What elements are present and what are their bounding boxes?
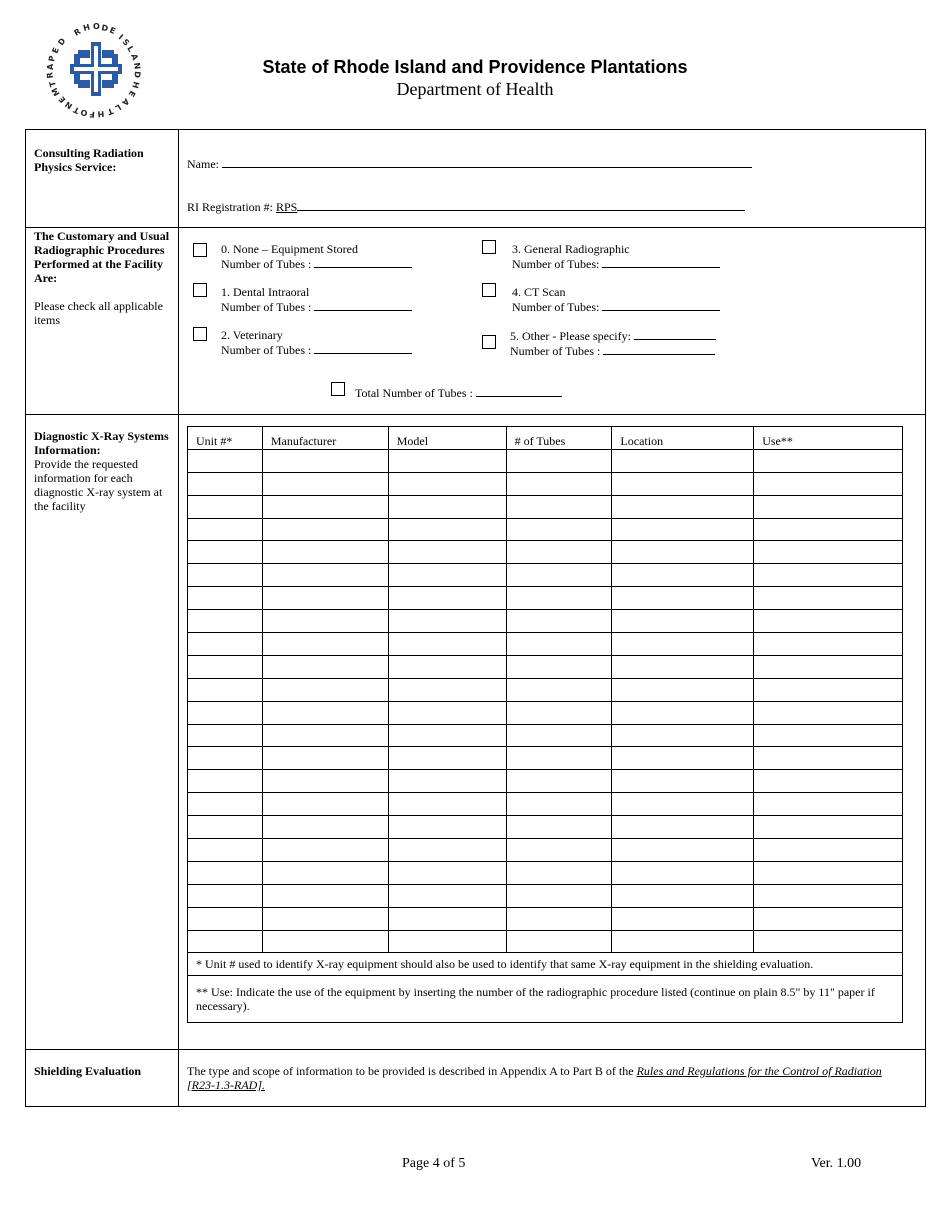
svg-text:D: D — [56, 36, 68, 48]
svg-text:D: D — [132, 70, 142, 79]
shielding-text: The type and scope of information to be provided is described in Appendix A to Part B of the Rules and Regulations for the Control of Radiation [R23-1.3-RAD]. — [187, 1064, 882, 1092]
table-cell[interactable] — [506, 655, 612, 678]
svg-text:H: H — [97, 109, 105, 119]
table-row — [188, 449, 903, 472]
document-subtitle: Department of Health — [396, 79, 554, 99]
table-row — [188, 724, 903, 747]
table-row — [188, 678, 903, 701]
table-cell[interactable] — [754, 564, 903, 587]
table-row — [188, 930, 903, 953]
table-cell[interactable] — [754, 587, 903, 610]
table-cell[interactable] — [262, 861, 388, 884]
svg-text:F: F — [88, 109, 96, 119]
svg-text:L: L — [125, 44, 136, 54]
procedure-item-3: 3. General Radiographic Number of Tubes: — [512, 242, 720, 271]
col-location: Location — [612, 427, 754, 450]
table-cell[interactable] — [188, 724, 263, 747]
table-cell[interactable] — [754, 449, 903, 472]
table-row — [188, 518, 903, 541]
table-cell[interactable] — [188, 678, 263, 701]
checkbox-none-equipment-stored[interactable] — [193, 243, 207, 257]
table-cell[interactable] — [262, 701, 388, 724]
table-cell[interactable] — [262, 839, 388, 862]
checkbox-veterinary[interactable] — [193, 327, 207, 341]
table-row — [188, 564, 903, 587]
table-cell[interactable] — [506, 839, 612, 862]
table-cell[interactable] — [506, 678, 612, 701]
table-cell[interactable] — [262, 472, 388, 495]
table-cell[interactable] — [388, 701, 506, 724]
table-cell[interactable] — [754, 747, 903, 770]
table-cell[interactable] — [612, 495, 754, 518]
table-cell[interactable] — [188, 930, 263, 953]
table-cell[interactable] — [754, 678, 903, 701]
table-cell[interactable] — [506, 587, 612, 610]
table-cell[interactable] — [754, 724, 903, 747]
table-cell[interactable] — [262, 495, 388, 518]
table-cell[interactable] — [262, 724, 388, 747]
svg-text:N: N — [63, 99, 75, 111]
table-cell[interactable] — [754, 793, 903, 816]
registration-field[interactable]: RI Registration #: RPS — [187, 199, 745, 214]
table-cell[interactable] — [754, 655, 903, 678]
table-cell[interactable] — [188, 518, 263, 541]
svg-text:E: E — [108, 25, 117, 36]
table-cell[interactable] — [388, 655, 506, 678]
table-row — [188, 655, 903, 678]
table-cell[interactable] — [506, 518, 612, 541]
table-cell[interactable] — [188, 655, 263, 678]
table-cell[interactable] — [388, 724, 506, 747]
table-cell[interactable] — [262, 655, 388, 678]
table-row — [188, 907, 903, 930]
svg-text:E: E — [126, 89, 138, 99]
table-cell[interactable] — [506, 472, 612, 495]
table-row — [188, 610, 903, 633]
table-cell[interactable] — [188, 747, 263, 770]
svg-text:T: T — [106, 106, 115, 117]
table-cell[interactable] — [612, 747, 754, 770]
table-cell[interactable] — [262, 884, 388, 907]
table-cell[interactable] — [388, 495, 506, 518]
use-footnote: ** Use: Indicate the use of the equipment by inserting the number of the radiographic procedure listed (continue on plain 8.5" by 11" paper if necessary). — [188, 976, 903, 1023]
table-cell[interactable] — [612, 861, 754, 884]
procedure-item-0: 0. None – Equipment Stored Number of Tubes : — [221, 242, 412, 271]
table-row — [188, 884, 903, 907]
table-cell[interactable] — [506, 541, 612, 564]
table-cell[interactable] — [188, 861, 263, 884]
table-cell[interactable] — [612, 701, 754, 724]
table-cell[interactable] — [188, 495, 263, 518]
table-cell[interactable] — [754, 816, 903, 839]
table-cell[interactable] — [506, 610, 612, 633]
table-cell[interactable] — [388, 472, 506, 495]
table-row — [188, 587, 903, 610]
table-cell[interactable] — [612, 907, 754, 930]
table-cell[interactable] — [262, 907, 388, 930]
table-row — [188, 747, 903, 770]
table-cell[interactable] — [754, 472, 903, 495]
table-cell[interactable] — [506, 770, 612, 793]
table-cell[interactable] — [388, 793, 506, 816]
table-cell[interactable] — [612, 633, 754, 656]
table-cell[interactable] — [262, 747, 388, 770]
table-cell[interactable] — [754, 930, 903, 953]
table-cell[interactable] — [506, 701, 612, 724]
table-cell[interactable] — [612, 472, 754, 495]
svg-text:E: E — [57, 94, 68, 105]
svg-text:R: R — [72, 26, 83, 38]
table-cell[interactable] — [754, 495, 903, 518]
table-cell[interactable] — [388, 861, 506, 884]
table-cell[interactable] — [754, 701, 903, 724]
table-cell[interactable] — [262, 678, 388, 701]
table-row — [188, 839, 903, 862]
table-row — [188, 472, 903, 495]
table-cell[interactable] — [262, 633, 388, 656]
table-cell[interactable] — [188, 816, 263, 839]
svg-text:I: I — [116, 32, 125, 42]
svg-text:O: O — [93, 22, 100, 31]
table-cell[interactable] — [388, 930, 506, 953]
table-cell[interactable] — [612, 564, 754, 587]
col-unit: Unit #* — [188, 427, 263, 450]
table-cell[interactable] — [388, 633, 506, 656]
shielding-label: Shielding Evaluation — [34, 1064, 142, 1078]
svg-text:M: M — [49, 86, 62, 98]
table-cell[interactable] — [188, 793, 263, 816]
table-cell[interactable] — [188, 449, 263, 472]
svg-text:R: R — [45, 71, 55, 79]
procedure-item-4: 4. CT Scan Number of Tubes: — [512, 285, 720, 314]
table-cell[interactable] — [506, 564, 612, 587]
table-cell[interactable] — [506, 724, 612, 747]
table-cell[interactable] — [388, 678, 506, 701]
table-cell[interactable] — [388, 610, 506, 633]
col-use: Use** — [754, 427, 903, 450]
table-cell[interactable] — [754, 907, 903, 930]
svg-text:S: S — [120, 37, 132, 48]
table-row — [188, 701, 903, 724]
table-cell[interactable] — [388, 884, 506, 907]
svg-text:O: O — [79, 107, 89, 118]
unit-footnote: * Unit # used to identify X-ray equipment should also be used to identify that same X-ray equipment in the shielding evaluation. — [188, 953, 903, 976]
table-cell[interactable] — [188, 701, 263, 724]
svg-text:E: E — [50, 46, 61, 55]
table-cell[interactable] — [754, 610, 903, 633]
checkbox-total-tubes[interactable] — [331, 382, 345, 396]
table-row — [188, 770, 903, 793]
svg-text:H: H — [130, 80, 141, 90]
table-cell[interactable] — [388, 518, 506, 541]
table-cell[interactable] — [612, 930, 754, 953]
checkbox-dental-intraoral[interactable] — [193, 283, 207, 297]
table-cell[interactable] — [506, 633, 612, 656]
table-cell[interactable] — [188, 907, 263, 930]
table-cell[interactable] — [506, 884, 612, 907]
table-cell[interactable] — [754, 518, 903, 541]
page-number: Page 4 of 5 — [402, 1156, 466, 1171]
table-cell[interactable] — [388, 564, 506, 587]
table-cell[interactable] — [612, 655, 754, 678]
table-cell[interactable] — [388, 839, 506, 862]
table-cell[interactable] — [262, 793, 388, 816]
registration-form — [25, 129, 926, 1107]
table-cell[interactable] — [612, 587, 754, 610]
table-cell[interactable] — [612, 839, 754, 862]
table-cell[interactable] — [612, 678, 754, 701]
table-cell[interactable] — [188, 770, 263, 793]
table-cell[interactable] — [262, 541, 388, 564]
diagnostic-label: Diagnostic X-Ray Systems Information: Provide the requested information for each diagnostic X-ray system at the facility — [34, 429, 169, 513]
table-cell[interactable] — [388, 816, 506, 839]
table-cell[interactable] — [388, 907, 506, 930]
table-cell[interactable] — [262, 449, 388, 472]
table-row — [188, 633, 903, 656]
document-title: State of Rhode Island and Providence Plantations — [262, 57, 688, 77]
table-cell[interactable] — [188, 472, 263, 495]
svg-text:A: A — [46, 63, 55, 70]
table-row — [188, 816, 903, 839]
checkbox-other[interactable] — [482, 335, 496, 349]
table-cell[interactable] — [388, 449, 506, 472]
table-cell[interactable] — [506, 793, 612, 816]
svg-text:H: H — [82, 22, 91, 33]
col-model: Model — [388, 427, 506, 450]
table-cell[interactable] — [612, 816, 754, 839]
table-cell[interactable] — [262, 610, 388, 633]
table-cell[interactable] — [262, 564, 388, 587]
total-tubes-field[interactable]: Total Number of Tubes : — [355, 385, 562, 400]
table-cell[interactable] — [188, 564, 263, 587]
procedure-item-1: 1. Dental Intraoral Number of Tubes : — [221, 285, 412, 314]
rules-regulations-link[interactable]: Rules and Regulations for the Control of Radiation [R23-1.3-RAD]. — [187, 1064, 882, 1092]
table-cell[interactable] — [188, 610, 263, 633]
svg-text:P: P — [47, 54, 57, 63]
table-cell[interactable] — [262, 587, 388, 610]
table-cell[interactable] — [506, 907, 612, 930]
table-cell[interactable] — [506, 747, 612, 770]
table-cell[interactable] — [188, 884, 263, 907]
procedures-label: The Customary and Usual Radiographic Procedures Performed at the Facility Are: Please check all applicable items — [34, 229, 170, 327]
table-cell[interactable] — [612, 610, 754, 633]
table-cell[interactable] — [188, 587, 263, 610]
table-row — [188, 541, 903, 564]
table-cell[interactable] — [754, 541, 903, 564]
version-label: Ver. 1.00 — [811, 1156, 862, 1171]
table-row — [188, 861, 903, 884]
table-cell[interactable] — [262, 770, 388, 793]
svg-text:T: T — [47, 80, 58, 88]
table-cell[interactable] — [612, 793, 754, 816]
svg-text:T: T — [72, 104, 81, 116]
consulting-label: Consulting Radiation Physics Service: — [34, 146, 144, 174]
svg-text:A: A — [120, 96, 131, 108]
table-cell[interactable] — [506, 930, 612, 953]
table-cell[interactable] — [262, 518, 388, 541]
table-cell[interactable] — [188, 633, 263, 656]
name-field[interactable]: Name: — [187, 156, 752, 171]
table-cell[interactable] — [506, 861, 612, 884]
table-cell[interactable] — [754, 884, 903, 907]
col-tubes: # of Tubes — [506, 427, 612, 450]
table-cell[interactable] — [388, 747, 506, 770]
checkbox-general-radiographic[interactable] — [482, 240, 496, 254]
table-cell[interactable] — [506, 495, 612, 518]
svg-text:N: N — [132, 62, 142, 70]
checkbox-ct-scan[interactable] — [482, 283, 496, 297]
table-cell[interactable] — [388, 541, 506, 564]
table-cell[interactable] — [754, 770, 903, 793]
table-cell[interactable] — [262, 930, 388, 953]
table-cell[interactable] — [388, 770, 506, 793]
table-cell[interactable] — [754, 839, 903, 862]
table-cell[interactable] — [388, 587, 506, 610]
col-manufacturer: Manufacturer — [262, 427, 388, 450]
table-cell[interactable] — [754, 633, 903, 656]
table-cell[interactable] — [612, 884, 754, 907]
table-cell[interactable] — [506, 816, 612, 839]
svg-text:L: L — [113, 102, 123, 113]
xray-systems-table — [187, 426, 903, 1023]
procedure-item-2: 2. Veterinary Number of Tubes : — [221, 328, 412, 357]
table-cell[interactable] — [612, 518, 754, 541]
table-row — [188, 495, 903, 518]
table-cell[interactable] — [612, 449, 754, 472]
svg-text:D: D — [100, 23, 109, 34]
table-cell[interactable] — [506, 449, 612, 472]
table-cell[interactable] — [188, 541, 263, 564]
table-row — [188, 793, 903, 816]
svg-text:A: A — [129, 52, 140, 62]
table-cell[interactable] — [612, 770, 754, 793]
table-cell[interactable] — [612, 724, 754, 747]
procedure-item-5: 5. Other - Please specify: Number of Tubes : — [510, 328, 716, 358]
table-cell[interactable] — [754, 861, 903, 884]
table-cell[interactable] — [188, 839, 263, 862]
table-cell[interactable] — [262, 816, 388, 839]
table-cell[interactable] — [612, 541, 754, 564]
